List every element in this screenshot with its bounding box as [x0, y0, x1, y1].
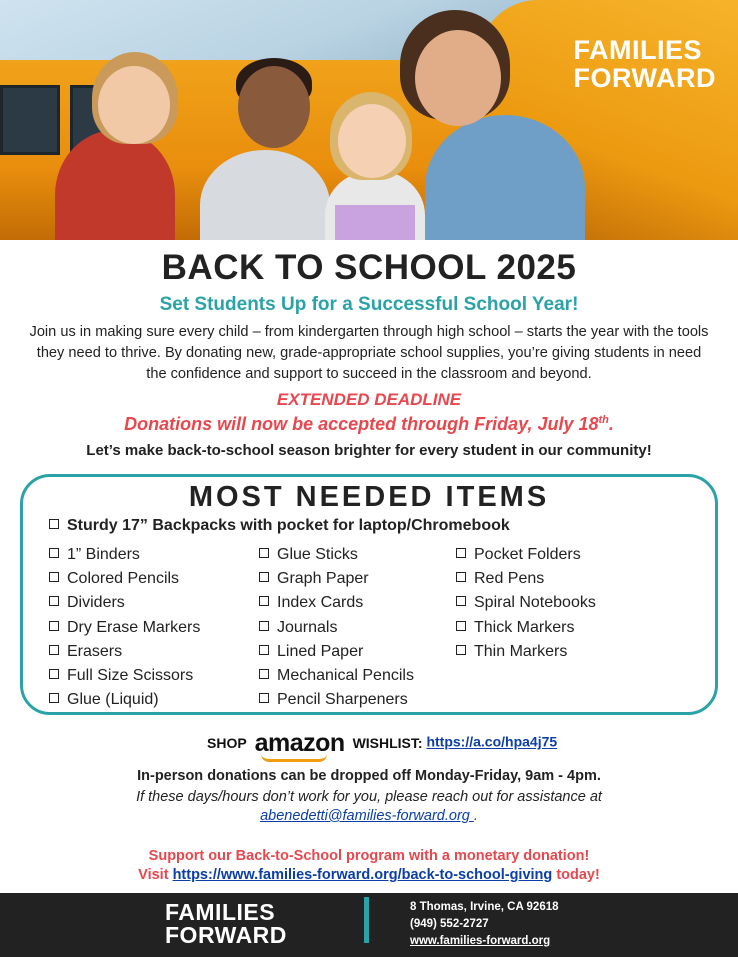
deadline-label: EXTENDED DEADLINE: [276, 390, 462, 409]
checkbox-icon: [259, 669, 269, 679]
checkbox-icon: [259, 645, 269, 655]
item-label: Pencil Sharpeners: [277, 691, 408, 709]
deadline-sentence: Donations will now be accepted through Friday, July 18: [124, 414, 599, 434]
list-item: [456, 640, 596, 664]
visit-prefix: Visit: [138, 867, 169, 883]
list-item: [259, 591, 414, 615]
list-item: [49, 688, 200, 712]
footer-brand-line-2: FORWARD: [165, 922, 287, 948]
most-needed-items-box: [20, 474, 718, 715]
checkbox-icon: [456, 645, 466, 655]
items-column-2: [259, 543, 414, 712]
list-item: [456, 616, 596, 640]
list-item: [259, 688, 414, 712]
amazon-logo: [255, 728, 345, 758]
dropoff-note: If these days/hours don’t work for you, please reach out for assistance at: [136, 789, 602, 805]
item-label: Journals: [277, 618, 338, 636]
most-needed-title: MOST NEEDED ITEMS: [188, 481, 550, 513]
checkbox-icon: [259, 693, 269, 703]
footer-divider: [364, 897, 369, 943]
item-label: Thick Markers: [474, 618, 575, 636]
contact-email-line: [0, 808, 738, 824]
child-face: [415, 30, 501, 126]
hero-photo: [0, 0, 738, 240]
item-label: Pocket Folders: [474, 546, 581, 563]
checkbox-icon: [259, 596, 269, 606]
item-label: Dry Erase Markers: [67, 618, 201, 636]
support-heading: Support our Back-to-School program with a monetary donation!: [148, 848, 590, 864]
checkbox-icon: [259, 548, 269, 558]
visit-suffix: today!: [556, 867, 600, 883]
checkbox-icon: [49, 548, 59, 558]
list-item: [49, 640, 200, 664]
checkbox-icon: [259, 572, 269, 582]
child-face: [98, 66, 170, 144]
deadline-ordinal: th: [598, 414, 609, 426]
featured-item-label: Sturdy 17” Backpacks with pocket for laptop/Chromebook: [67, 517, 510, 534]
item-label: 1” Binders: [67, 546, 140, 563]
deadline-period: .: [608, 414, 614, 434]
wishlist-link[interactable]: https://a.co/hpa4j75: [426, 733, 558, 750]
items-column-1: [49, 543, 200, 712]
call-to-action: Let’s make back-to-school season brighter for every student in our community!: [86, 442, 652, 459]
featured-item: [49, 517, 510, 535]
dropoff-hours: In-person donations can be dropped off Monday-Friday, 9am - 4pm.: [137, 768, 601, 784]
intro-paragraph: Join us in making sure every child – from kindergarten through high school – starts the year with the tools they need to thrive. By donating new, grade-appropriate school supplies, you’re giving students in need the confidence and support to succeed in the classroom and beyond.: [29, 324, 709, 382]
email-period: .: [473, 808, 478, 824]
footer-address: 8 Thomas, Irvine, CA 92618: [410, 901, 559, 913]
checkbox-icon: [456, 572, 466, 582]
list-item: [259, 640, 414, 664]
item-label: Erasers: [67, 642, 123, 660]
notebook: [335, 205, 415, 240]
checkbox-icon: [49, 596, 59, 606]
child-face: [238, 66, 310, 148]
bus-window: [0, 85, 60, 155]
item-label: Full Size Scissors: [67, 667, 194, 685]
item-label: Graph Paper: [277, 570, 369, 588]
brand-line-2: FORWARD: [573, 63, 716, 93]
item-label: Spiral Notebooks: [474, 594, 596, 612]
item-label: Red Pens: [474, 570, 545, 588]
checkbox-icon: [49, 645, 59, 655]
item-label: Mechanical Pencils: [277, 667, 414, 685]
footer-contact: [410, 899, 559, 950]
checkbox-icon: [456, 596, 466, 606]
list-item: [49, 591, 200, 615]
footer: [0, 893, 738, 957]
footer-website-link[interactable]: www.families-forward.org: [410, 935, 551, 947]
item-label: Thin Markers: [474, 642, 568, 660]
brand-line-1: FAMILIES: [573, 35, 703, 65]
list-item: [456, 567, 596, 591]
checkbox-icon: [259, 621, 269, 631]
checkbox-icon: [49, 621, 59, 631]
list-item: [49, 664, 200, 688]
checkbox-icon: [456, 548, 466, 558]
footer-brand-line-1: FAMILIES: [165, 899, 276, 925]
list-item: [259, 567, 414, 591]
giving-link[interactable]: https://www.families-forward.org/back-to-school-giving: [172, 867, 553, 883]
amazon-smile-icon: [261, 754, 327, 762]
list-item: [456, 591, 596, 615]
list-item: [49, 543, 200, 567]
list-item: [49, 616, 200, 640]
item-label: Index Cards: [277, 594, 364, 612]
list-item: [49, 567, 200, 591]
amazon-wordmark: amazon: [254, 728, 345, 757]
footer-brand-logo: [165, 901, 287, 947]
item-label: Glue Sticks: [277, 546, 358, 563]
contact-email-link[interactable]: abenedetti@families-forward.org: [260, 808, 474, 824]
checkbox-icon: [49, 669, 59, 679]
checkbox-icon: [456, 621, 466, 631]
shop-suffix: WISHLIST:: [352, 734, 423, 751]
child-face: [338, 104, 406, 178]
items-column-3: [456, 543, 596, 664]
brand-logo: [574, 36, 717, 92]
checkbox-icon: [49, 693, 59, 703]
shop-prefix: SHOP: [207, 734, 247, 751]
page-subtitle: Set Students Up for a Successful School Year!: [159, 294, 579, 315]
item-label: Dividers: [67, 594, 125, 612]
amazon-wishlist-line: [207, 728, 557, 762]
list-item: [259, 616, 414, 640]
item-label: Lined Paper: [277, 642, 364, 660]
deadline-text: [0, 414, 738, 435]
list-item: [456, 543, 596, 567]
checkbox-icon: [49, 519, 59, 529]
footer-phone: (949) 552-2727: [410, 918, 489, 930]
list-item: [259, 543, 414, 567]
list-item: [259, 664, 414, 688]
support-visit-line: [0, 867, 738, 883]
item-label: Glue (Liquid): [67, 691, 159, 709]
checkbox-icon: [49, 572, 59, 582]
item-label: Colored Pencils: [67, 570, 180, 588]
page-title: BACK TO SCHOOL 2025: [161, 248, 577, 287]
